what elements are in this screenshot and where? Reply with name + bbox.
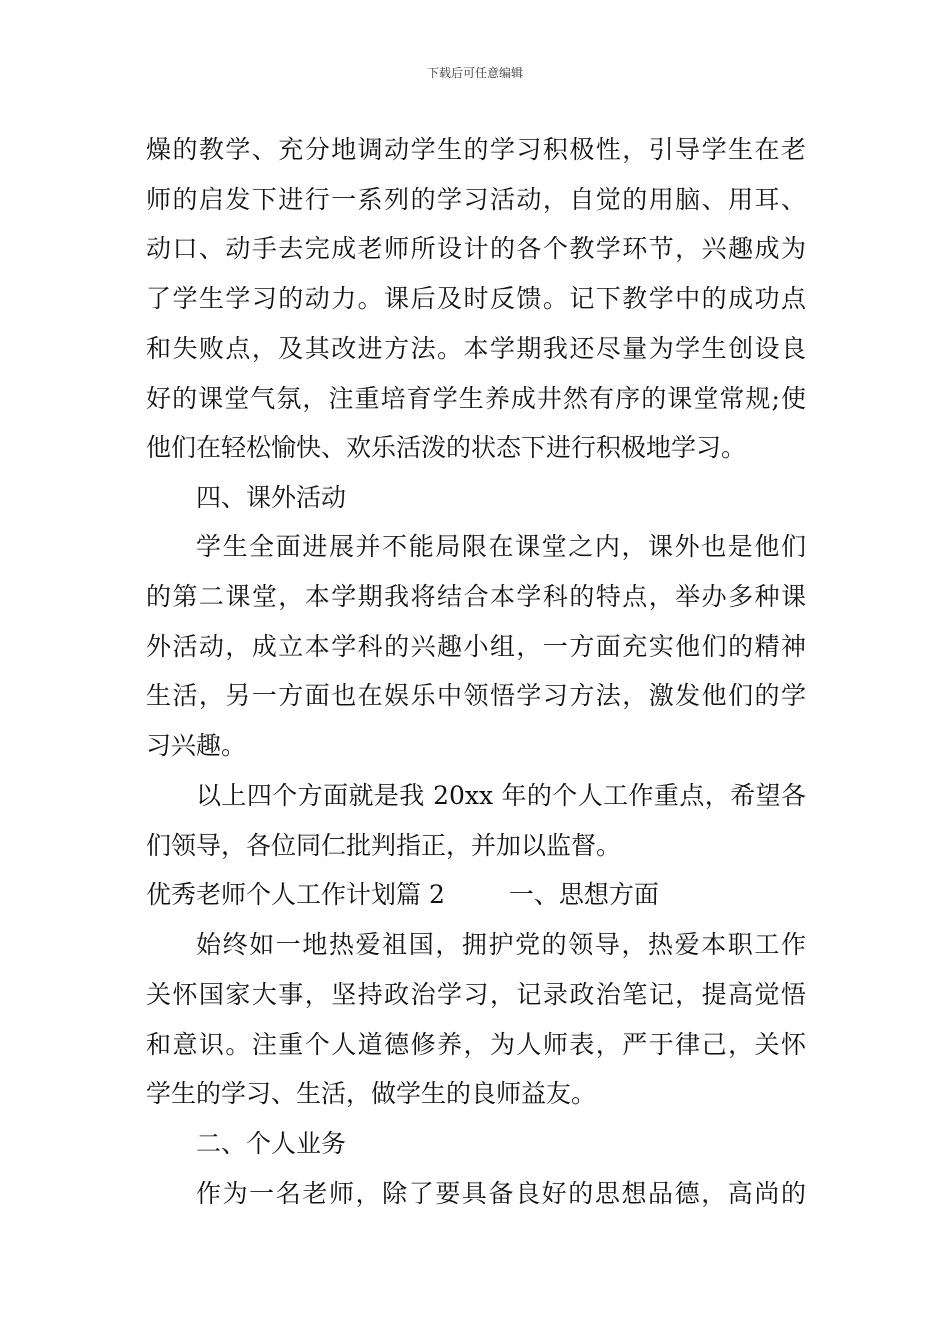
body-line: 习兴趣。 xyxy=(146,731,247,760)
body-line: 好的课堂气氛，注重培育学生养成井然有序的课堂常规;使 xyxy=(146,384,806,413)
section-heading: 一、思想方面 xyxy=(508,880,659,909)
body-line: 和失败点，及其改进方法。本学期我还尽量为学生创设良 xyxy=(146,334,806,363)
body-line: 们领导，各位同仁批判指正，并加以监督。 xyxy=(146,831,622,860)
body-line: 学生全面进展并不能局限在课堂之内，课外也是他们 xyxy=(196,532,806,561)
body-line: 的第二课堂，本学期我将结合本学科的特点，举办多种课 xyxy=(146,582,806,611)
document-title-line xyxy=(146,878,659,912)
body-line: 外活动，成立本学科的兴趣小组，一方面充实他们的精神 xyxy=(146,632,806,661)
body-line: 和意识。注重个人道德修养，为人师表，严于律己，关怀 xyxy=(146,1030,806,1059)
body-line: 始终如一地热爱祖国，拥护党的领导，热爱本职工作 xyxy=(196,930,806,959)
body-line: 动口、动手去完成老师所设计的各个教学环节，兴趣成为 xyxy=(146,234,806,263)
body-line: 以上四个方面就是我 20xx 年的个人工作重点，希望各 xyxy=(196,781,806,810)
section-heading: 四、课外活动 xyxy=(196,483,347,512)
body-line: 作为一名老师，除了要具备良好的思想品德，高尚的 xyxy=(196,1179,806,1208)
body-line: 生活，另一方面也在娱乐中领悟学习方法，激发他们的学 xyxy=(146,681,806,710)
page-header-note: 下载后可任意编辑 xyxy=(426,66,523,80)
document-title: 优秀老师个人工作计划篇 2 xyxy=(146,880,445,909)
body-line: 了学生学习的动力。课后及时反馈。记下教学中的成功点 xyxy=(146,284,806,313)
body-line: 师的启发下进行一系列的学习活动，自觉的用脑、用耳、 xyxy=(146,185,806,214)
body-line: 燥的教学、充分地调动学生的学习积极性，引导学生在老 xyxy=(146,135,806,164)
body-line: 关怀国家大事，坚持政治学习，记录政治笔记，提高觉悟 xyxy=(146,980,806,1009)
section-heading: 二、个人业务 xyxy=(196,1129,347,1158)
body-line: 学生的学习、生活，做学生的良师益友。 xyxy=(146,1079,597,1108)
body-line: 他们在轻松愉快、欢乐活泼的状态下进行积极地学习。 xyxy=(146,433,747,462)
